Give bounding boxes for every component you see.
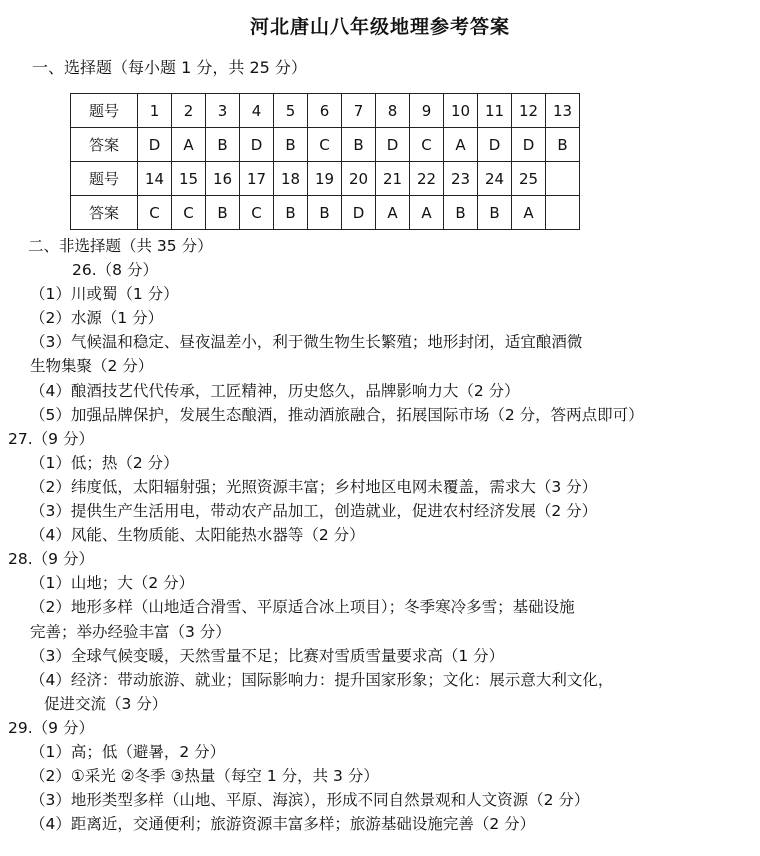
answer-table-row-header: 答案 bbox=[71, 196, 138, 230]
answer-line: 二、非选择题（共 35 分） bbox=[28, 237, 213, 255]
answer-table-cell: C bbox=[138, 196, 172, 230]
answer-line: （1）高；低（避暑，2 分） bbox=[30, 742, 226, 761]
answer-line: 29.（9 分） bbox=[8, 718, 94, 737]
answer-table-row-header: 题号 bbox=[71, 162, 138, 196]
answer-table-cell: D bbox=[138, 128, 172, 162]
answer-table-cell: A bbox=[376, 196, 410, 230]
answer-line: （3）气候温和稳定、昼夜温差小，利于微生物生长繁殖；地形封闭，适宜酿酒微 bbox=[30, 333, 583, 352]
answer-line: 完善；举办经验丰富（3 分） bbox=[30, 622, 231, 641]
answer-table-cell: C bbox=[410, 128, 444, 162]
answer-table-cell: 21 bbox=[376, 162, 410, 196]
answer-table-row-header: 题号 bbox=[71, 94, 138, 128]
answer-table-cell: D bbox=[342, 196, 376, 230]
answer-table-row bbox=[71, 128, 580, 162]
answer-table-cell: 5 bbox=[274, 94, 308, 128]
answer-table-cell: 13 bbox=[546, 94, 580, 128]
answer-line: 28.（9 分） bbox=[8, 550, 94, 569]
answer-table-cell: D bbox=[512, 128, 546, 162]
section2-answers bbox=[0, 234, 760, 836]
answer-table-cell: B bbox=[274, 128, 308, 162]
answer-table-cell: 17 bbox=[240, 162, 274, 196]
answer-line: （4）酿酒技艺代代传承，工匠精神，历史悠久，品牌影响力大（2 分） bbox=[30, 381, 520, 400]
answer-line: （3）地形类型多样（山地、平原、海滨），形成不同自然景观和人文资源（2 分） bbox=[30, 791, 590, 810]
answer-line: 27.（9 分） bbox=[8, 429, 94, 448]
answer-table-cell: 24 bbox=[478, 162, 512, 196]
answer-table-cell: 25 bbox=[512, 162, 546, 196]
answer-table-cell: C bbox=[240, 196, 274, 230]
answer-line: （1）山地；大（2 分） bbox=[30, 574, 195, 593]
answer-table-cell: 9 bbox=[410, 94, 444, 128]
answer-line: （2）水源（1 分） bbox=[30, 309, 164, 328]
answer-line: （3）提供生产生活用电，带动农产品加工，创造就业，促进农村经济发展（2 分） bbox=[30, 502, 598, 521]
answer-table-row-header: 答案 bbox=[71, 128, 138, 162]
answer-table-cell: A bbox=[410, 196, 444, 230]
answer-table-cell: 22 bbox=[410, 162, 444, 196]
answer-table-cell: D bbox=[478, 128, 512, 162]
answer-table-cell: B bbox=[478, 196, 512, 230]
answer-table-cell: 19 bbox=[308, 162, 342, 196]
answer-table-cell: B bbox=[274, 196, 308, 230]
answer-table-cell: B bbox=[444, 196, 478, 230]
answer-line: 26.（8 分） bbox=[72, 261, 158, 280]
page-title: 河北唐山八年级地理参考答案 bbox=[249, 16, 510, 38]
answer-table-cell: C bbox=[172, 196, 206, 230]
answer-table-cell: B bbox=[342, 128, 376, 162]
answer-line: （4）风能、生物质能、太阳能热水器等（2 分） bbox=[30, 526, 365, 545]
answer-table-cell: 11 bbox=[478, 94, 512, 128]
answer-table-row bbox=[71, 196, 580, 230]
answer-table-cell: A bbox=[444, 128, 478, 162]
answer-line: 促进交流（3 分） bbox=[44, 694, 168, 713]
answer-table-cell: 18 bbox=[274, 162, 308, 196]
answer-table-cell: 23 bbox=[444, 162, 478, 196]
answer-table-cell: 16 bbox=[206, 162, 240, 196]
answer-table-cell: 12 bbox=[512, 94, 546, 128]
answer-table-cell: 10 bbox=[444, 94, 478, 128]
answer-table-cell: C bbox=[308, 128, 342, 162]
answer-line: （1）低；热（2 分） bbox=[30, 453, 179, 472]
section1-heading: 一、选择题（每小题 1 分，共 25 分） bbox=[32, 58, 307, 77]
answer-table-cell: 20 bbox=[342, 162, 376, 196]
answer-table-cell: 3 bbox=[206, 94, 240, 128]
answer-table-cell: A bbox=[172, 128, 206, 162]
answer-line: （2）纬度低，太阳辐射强；光照资源丰富；乡村地区电网未覆盖，需求大（3 分） bbox=[30, 477, 598, 496]
answer-table-cell: A bbox=[512, 196, 546, 230]
answer-table-cell: B bbox=[206, 196, 240, 230]
answer-table-cell: D bbox=[376, 128, 410, 162]
answer-table-cell: B bbox=[546, 128, 580, 162]
answer-table-cell: 1 bbox=[138, 94, 172, 128]
answer-table-row bbox=[71, 162, 580, 196]
answer-table-cell: B bbox=[206, 128, 240, 162]
answer-line: （2）①采光 ②冬季 ③热量（每空 1 分，共 3 分） bbox=[30, 767, 379, 786]
answer-line: （2）地形多样（山地适合滑雪、平原适合冰上项目）；冬季寒冷多雪；基础设施 bbox=[30, 598, 575, 617]
answer-line: （3）全球气候变暖，天然雪量不足；比赛对雪质雪量要求高（1 分） bbox=[30, 646, 505, 665]
answer-line: 生物集聚（2 分） bbox=[30, 357, 154, 376]
answer-line: （5）加强品牌保护，发展生态酿酒，推动酒旅融合，拓展国际市场（2 分，答两点即可） bbox=[30, 405, 644, 424]
answer-table-cell: 14 bbox=[138, 162, 172, 196]
answer-table-cell: 6 bbox=[308, 94, 342, 128]
answer-table-cell: 8 bbox=[376, 94, 410, 128]
answer-line: （1）川或蜀（1 分） bbox=[30, 285, 179, 304]
answer-table-cell bbox=[546, 196, 580, 230]
answer-table-cell bbox=[546, 162, 580, 196]
answer-table-cell: D bbox=[240, 128, 274, 162]
answer-table-cell: 4 bbox=[240, 94, 274, 128]
answer-table-cell: B bbox=[308, 196, 342, 230]
answer-table-row bbox=[71, 94, 580, 128]
answer-line: （4）距离近，交通便利；旅游资源丰富多样；旅游基础设施完善（2 分） bbox=[30, 815, 536, 834]
answer-line: （4）经济：带动旅游、就业；国际影响力：提升国家形象；文化：展示意大利文化， bbox=[30, 670, 614, 689]
answer-table-cell: 2 bbox=[172, 94, 206, 128]
answer-table-cell: 7 bbox=[342, 94, 376, 128]
answer-table-cell: 15 bbox=[172, 162, 206, 196]
answer-table bbox=[70, 93, 580, 230]
